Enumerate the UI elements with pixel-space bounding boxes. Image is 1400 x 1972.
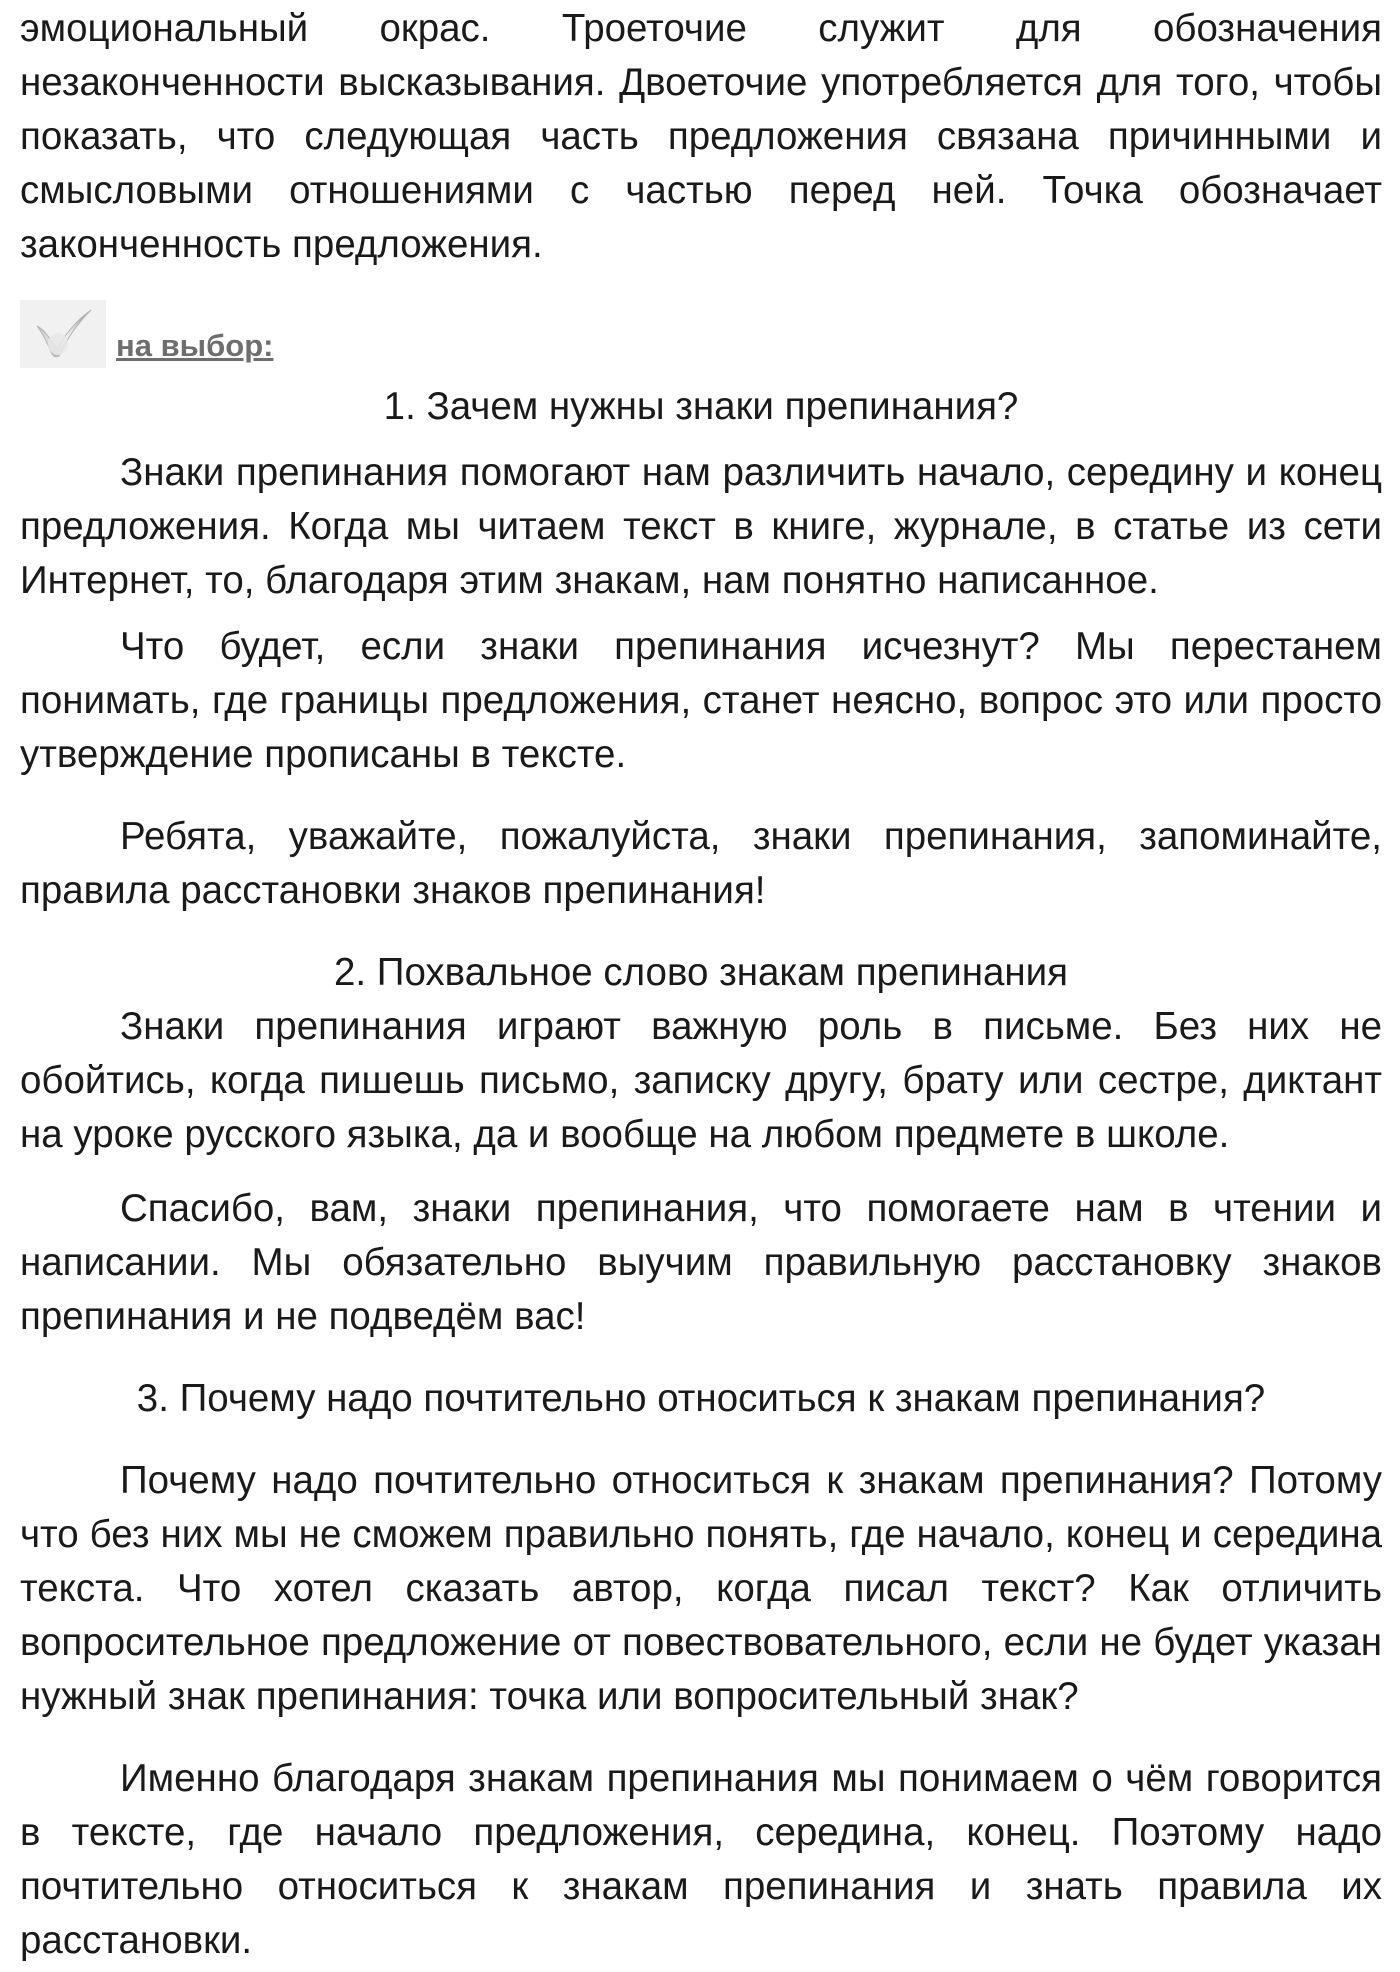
section-3-paragraph-2: Именно благодаря знакам препинания мы понимаем о чём говорится в тексте, где начало предложения, середина, конец. Поэтому надо почтительно относиться к знакам препинания и знать правила их расстановки. xyxy=(20,1757,1382,1962)
section-1-paragraph-1: Знаки препинания помогают нам различить начало, середину и конец предложения. Когда мы читаем текст в книге, журнале, в статье из сети Интернет, то, благодаря этим знакам, нам понятно написанное. xyxy=(20,451,1382,602)
section-3-paragraph-1: Почему надо почтительно относиться к знакам препинания? Потому что без них мы не сможем правильно понять, где начало, конец и середина текста. Что хотел сказать автор, когда писал текст? Как отличить вопросительное предложение от повествовательного, если не будет указан нужный знак препинания: точка или вопросительный знак? xyxy=(20,1459,1382,1718)
document-page xyxy=(20,2,1382,1968)
section-2-heading: 2. Похвальное слово знакам препинания xyxy=(333,951,1069,994)
section-2-paragraph-1: Знаки препинания играют важную роль в письме. Без них не обойтись, когда пишешь письмо, записку другу, брату или сестре, диктант на уроке русского языка, да и вообще на любом предмете в школе. xyxy=(20,1005,1382,1156)
section-1-paragraph-3: Ребята, уважайте, пожалуйста, знаки препинания, запоминайте, правила расстановки знаков препинания! xyxy=(20,815,1382,912)
checkmark-icon xyxy=(20,300,106,368)
section-1-paragraph-2: Что будет, если знаки препинания исчезнут? Мы перестанем понимать, где границы предложения, станет неясно, вопрос это или просто утверждение прописаны в тексте. xyxy=(20,625,1382,776)
section-3-heading: 3. Почему надо почтительно относиться к знакам препинания? xyxy=(136,1377,1266,1420)
choice-label: на выбор: xyxy=(116,328,274,363)
section-2-paragraph-2: Спасибо, вам, знаки препинания, что помогаете нам в чтении и написании. Мы обязательно выучим правильную расстановку знаков препинания и не подведём вас! xyxy=(20,1187,1382,1338)
section-1-heading: 1. Зачем нужны знаки препинания? xyxy=(383,385,1019,428)
intro-paragraph: эмоциональный окрас. Троеточие служит для обозначения незаконченности высказывания. Двоеточие употребляется для того, чтобы показать, что следующая часть предложения связана причинными и смысловыми отношениями с частью перед ней. Точка обозначает законченность предложения. xyxy=(20,7,1382,266)
choice-marker xyxy=(20,294,1382,368)
